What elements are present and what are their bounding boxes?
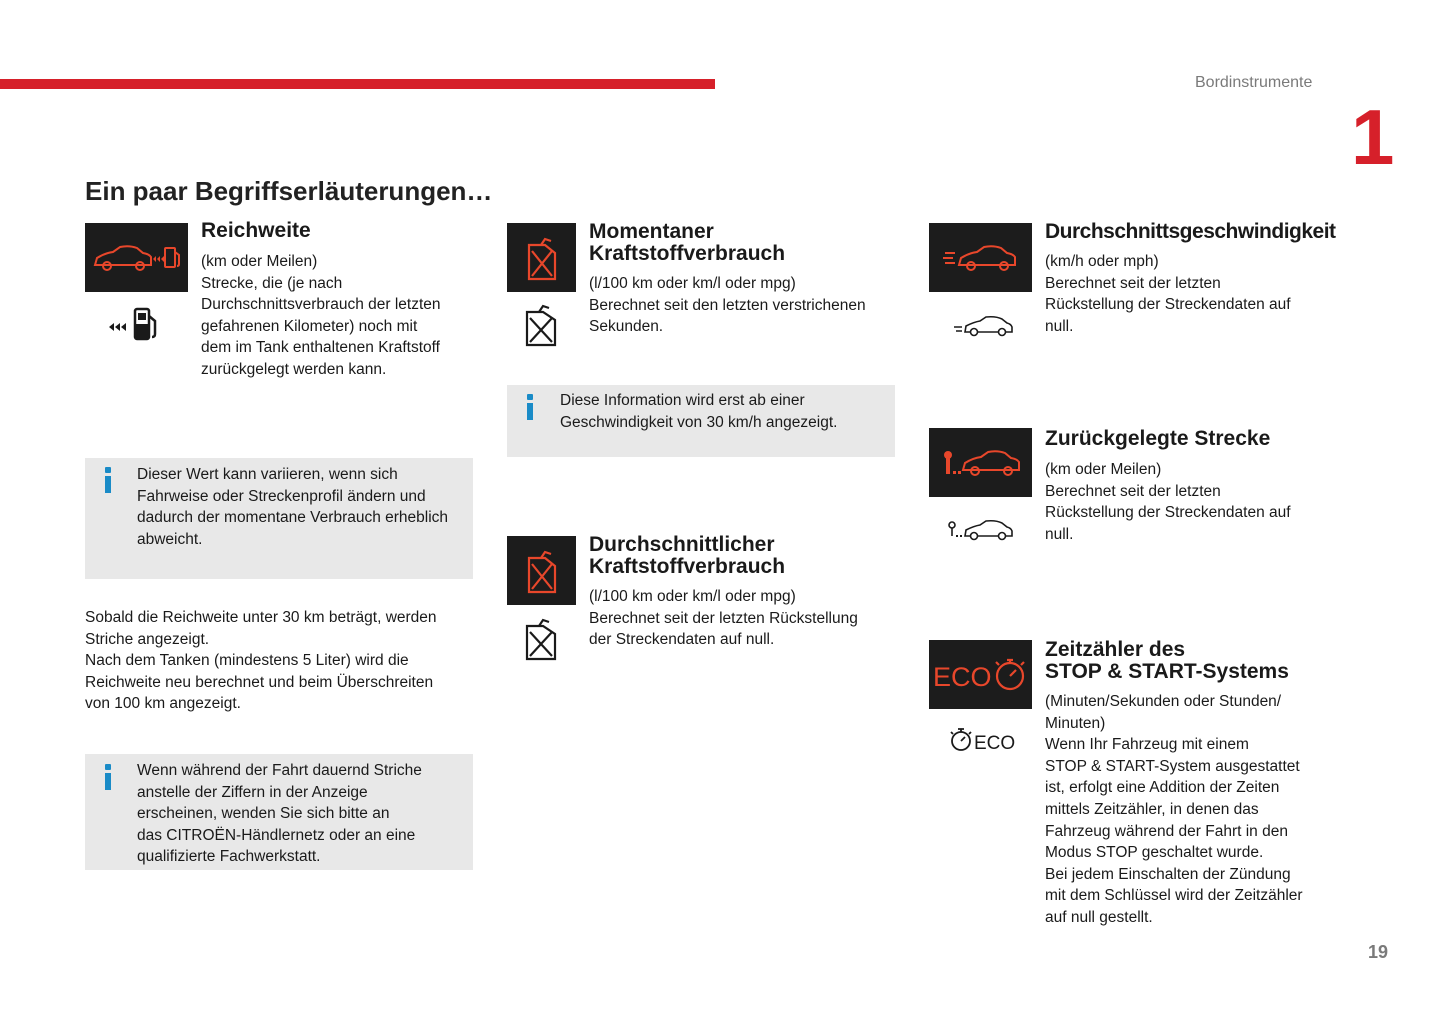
fuel-can-outline-icon <box>520 616 564 667</box>
info-box-geschwindigkeit: Diese Information wird erst ab einer Geschwindigkeit von 30 km/h angezeigt. <box>507 385 895 457</box>
zeitzaehler-description: (Minuten/Sekunden oder Stunden/ Minuten) Wenn Ihr Fahrzeug mit einem STOP & START-System ausgestattet ist, erfolgt eine Addition der Zeiten mittels Zeitzähler, in denen das Fahrzeug während der Fahrt in den Modus STOP geschaltet wurde. Bei jedem Einschalten der Zündung mit dem Schlüssel wird der Zeitzähler auf null gestellt. <box>1045 693 1303 926</box>
car-distance-outline-icon <box>946 516 1014 549</box>
eco-label: ECO <box>974 733 1016 754</box>
momentan-title: Momentaner Kraftstoffverbrauch <box>589 220 786 265</box>
strecke-title: Zurückgelegte Strecke <box>1045 427 1271 450</box>
momentan-description: (l/100 km oder km/l oder mpg) Berechnet seit den letzten verstrichenen Sekunden. <box>589 275 866 336</box>
info-box-verbrauch: Dieser Wert kann variieren, wenn sich Fahrweise oder Streckenprofil ändern und dadurch der momentane Verbrauch erheblich abweicht. <box>85 458 473 579</box>
reichweite-title: Reichweite <box>201 219 311 242</box>
eco-stopwatch-icon <box>929 640 1032 709</box>
fuel-can-outline-icon <box>520 302 564 353</box>
fuel-can-icon <box>507 223 576 292</box>
reichweite-description: (km oder Meilen) Strecke, die (je nach Durchschnittsverbrauch der letzten gefahrenen Kilometer) noch mit dem im Tank enthaltenen Kraftstoff zurückgelegt werden kann. <box>201 253 441 378</box>
durchschnitt-geschw-title: Durchschnittsgeschwindigkeit <box>1045 220 1336 243</box>
car-speed-icon <box>929 223 1032 292</box>
fuel-pump-icon <box>107 306 167 347</box>
car-distance-icon <box>929 428 1032 497</box>
strecke-description: (km oder Meilen) Berechnet seit der letzten Rückstellung der Streckendaten auf null. <box>1045 461 1291 543</box>
durchschnitt-geschw-description: (km/h oder mph) Berechnet seit der letzten Rückstellung der Streckendaten auf null. <box>1045 253 1291 335</box>
fuel-can-icon <box>507 536 576 605</box>
eco-stopwatch-outline-icon <box>949 724 1019 759</box>
header-accent-bar <box>0 79 715 89</box>
car-range-warning-icon <box>85 223 188 292</box>
info-box-striche: Wenn während der Fahrt dauernd Striche anstelle der Ziffern in der Anzeige erscheinen, wenden Sie sich bitte an das CITROËN-Händlernetz oder an eine qualifizierte Fachwerkstatt. <box>85 754 473 870</box>
durchschnitt-verbrauch-title: Durchschnittlicher Kraftstoffverbrauch <box>589 533 786 578</box>
page-number: 19 <box>1368 942 1389 962</box>
reichweite-note: Sobald die Reichweite unter 30 km beträgt, werden Striche angezeigt. Nach dem Tanken (mindestens 5 Liter) wird die Reichweite neu berechnet und beim Überschreiten von 100 km angezeigt. <box>85 609 437 713</box>
section-title: Bordinstrumente <box>1195 74 1313 91</box>
chapter-number: 1 <box>1351 93 1395 181</box>
car-speed-outline-icon <box>952 312 1014 345</box>
zeitzaehler-title: Zeitzähler des STOP & START-Systems <box>1045 638 1289 683</box>
eco-label: ECO <box>933 662 992 692</box>
page-title: Ein paar Begriffserläuterungen… <box>85 176 493 206</box>
durchschnitt-verbrauch-description: (l/100 km oder km/l oder mpg) Berechnet seit der letzten Rückstellung der Streckendaten auf null. <box>589 588 858 649</box>
